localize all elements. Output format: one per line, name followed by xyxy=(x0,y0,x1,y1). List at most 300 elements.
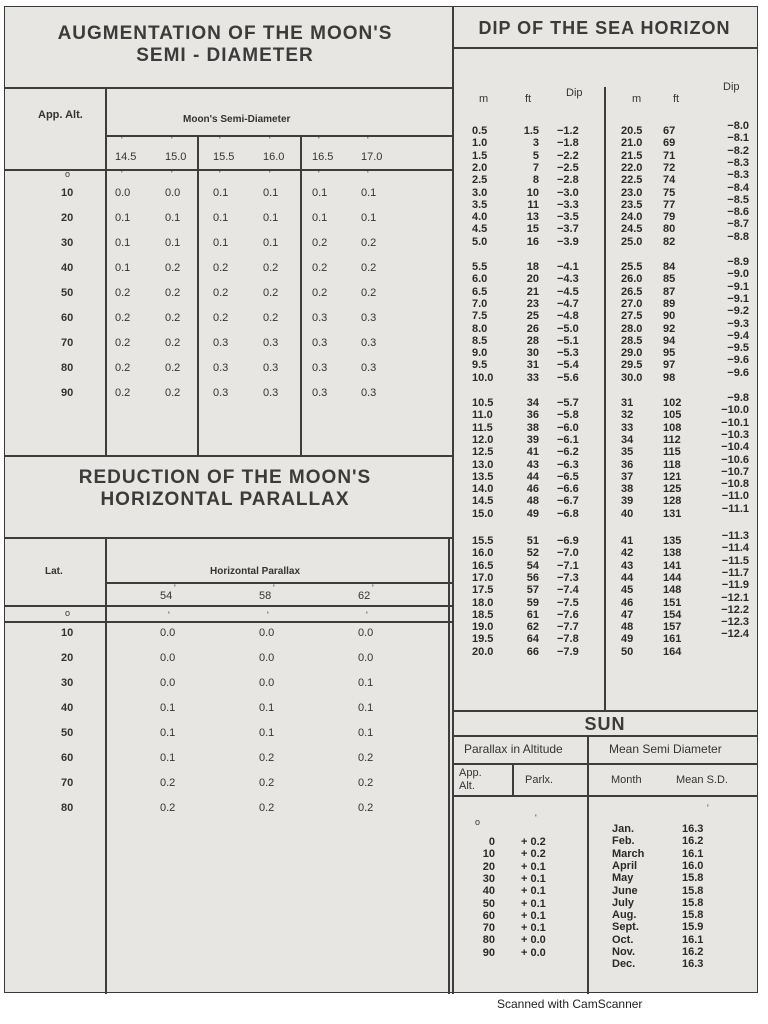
red-cell: 0.2 xyxy=(259,802,275,814)
dip-right-m: 46 xyxy=(621,596,634,609)
aug-cell: 0.1 xyxy=(361,212,377,224)
sun-parallax-alt: 90 xyxy=(482,946,495,959)
red-value-minute-mark: ' xyxy=(366,610,368,620)
red-cell: 0.1 xyxy=(358,727,374,739)
sun-degree-mark: o xyxy=(475,817,481,827)
scanner-watermark: Scanned with CamScanner xyxy=(497,997,643,1011)
dip-right-m: 25.0 xyxy=(621,235,643,248)
dip-right-dip: −9.6 xyxy=(727,366,749,379)
aug-cell: 0.2 xyxy=(165,387,181,399)
dip-left-dip: −6.6 xyxy=(557,483,579,496)
sun-mean-sd: 15.9 xyxy=(682,921,704,934)
aug-cell: 0.2 xyxy=(115,387,131,399)
aug-header-rule xyxy=(105,135,452,137)
dip-left-dip: −2.2 xyxy=(557,149,579,162)
dip-center-divider xyxy=(604,87,606,710)
dip-right-dip: −9.5 xyxy=(727,342,749,355)
dip-header-ft-left: ft xyxy=(525,93,532,105)
dip-left-dip: −5.8 xyxy=(557,409,579,422)
dip-right-dip: −9.0 xyxy=(727,268,749,281)
dip-right-ft: 89 xyxy=(663,297,676,310)
sun-parallax-alt: 40 xyxy=(482,885,495,898)
dip-right-ft: 135 xyxy=(663,535,682,547)
red-cell: 0.2 xyxy=(160,777,176,789)
dip-left-ft: 52 xyxy=(526,547,539,560)
dip-left-ft: 38 xyxy=(526,421,539,434)
sun-parallax-val: + 0.2 xyxy=(521,848,546,861)
aug-cell: 0.2 xyxy=(115,287,131,299)
red-row-lat: 40 xyxy=(61,702,74,714)
dip-right-m: 43 xyxy=(621,559,634,572)
red-col-minute-mark: ' xyxy=(273,583,275,593)
dip-left-ft: 59 xyxy=(526,596,539,609)
dip-right-m: 36 xyxy=(621,458,634,471)
dip-right-ft: 112 xyxy=(663,433,681,446)
dip-right-ft: 105 xyxy=(663,409,682,422)
dip-right-dip: −10.4 xyxy=(721,441,749,454)
aug-cell: 0.3 xyxy=(213,337,229,349)
dip-right-ft: 79 xyxy=(663,211,676,224)
dip-bottom-rule xyxy=(452,710,758,712)
sun-mean-sd: 15.8 xyxy=(682,884,704,897)
dip-right-ft: 72 xyxy=(663,161,676,174)
dip-right-ft: 69 xyxy=(663,137,676,150)
dip-right-dip: −11.9 xyxy=(721,579,749,592)
dip-left-ft: 62 xyxy=(526,621,539,634)
dip-right-ft: 138 xyxy=(663,547,682,560)
dip-left-m: 9.5 xyxy=(472,359,488,372)
aug-cell: 0.3 xyxy=(312,387,328,399)
red-cell: 0.1 xyxy=(160,702,176,714)
dip-left-ft: 49 xyxy=(526,507,539,520)
dip-left-m: 8.0 xyxy=(472,322,488,335)
dip-right-m: 34 xyxy=(621,433,634,446)
aug-cell: 0.2 xyxy=(361,287,377,299)
sun-parallax-alt: 0 xyxy=(488,836,495,848)
dip-left-m: 11.5 xyxy=(472,421,493,434)
sun-parallax-val: + 0.1 xyxy=(521,872,546,885)
aug-cell: 0.2 xyxy=(165,337,181,349)
dip-left-ft: 7 xyxy=(532,161,539,174)
dip-left-ft: 3 xyxy=(532,137,539,150)
dip-right-ft: 151 xyxy=(663,596,682,609)
red-degree-mark: o xyxy=(65,608,71,618)
aug-col-divider-3 xyxy=(300,135,302,455)
sun-parlx-label: Parlx. xyxy=(525,774,554,786)
red-value-minute-mark: ' xyxy=(267,610,269,620)
aug-cell: 0.1 xyxy=(263,237,279,249)
dip-right-dip: −8.5 xyxy=(727,193,749,206)
red-cell: 0.1 xyxy=(160,752,176,764)
sun-parallax-val: + 0.1 xyxy=(521,909,546,922)
sun-mean-sd: 16.2 xyxy=(682,835,704,848)
dip-right-dip: −9.2 xyxy=(727,305,749,318)
aug-cell: 0.3 xyxy=(263,387,279,399)
dip-left-dip: −3.9 xyxy=(557,235,579,248)
sun-month: Feb. xyxy=(612,835,635,848)
aug-cell: 0.2 xyxy=(361,262,377,274)
aug-cell: 0.2 xyxy=(263,262,279,274)
aug-row-alt: 30 xyxy=(61,237,74,249)
aug-cell: 0.3 xyxy=(213,362,229,374)
aug-cell: 0.1 xyxy=(312,212,328,224)
dip-left-m: 20.0 xyxy=(472,645,494,658)
aug-cell: 0.3 xyxy=(361,312,377,324)
dip-right-dip: −9.1 xyxy=(727,292,749,305)
dip-left-m: 0.5 xyxy=(472,125,488,137)
dip-left-dip: −4.5 xyxy=(557,285,579,298)
dip-left-ft: 28 xyxy=(526,334,539,347)
dip-left-ft: 46 xyxy=(526,483,539,496)
sun-mean-sd: 15.8 xyxy=(682,909,704,922)
sun-parallax-val: + 0.1 xyxy=(521,860,546,873)
aug-cell: 0.3 xyxy=(263,337,279,349)
dip-right-ft: 128 xyxy=(663,495,682,508)
dip-left-m: 6.0 xyxy=(472,273,488,286)
dip-right-m: 48 xyxy=(621,621,634,634)
dip-right-ft: 71 xyxy=(663,149,676,162)
dip-right-dip: −8.0 xyxy=(727,120,749,132)
dip-left-dip: −5.3 xyxy=(557,347,579,360)
dip-left-m: 6.5 xyxy=(472,285,488,298)
red-col-minute-mark: ' xyxy=(174,583,176,593)
red-col-header: 54 xyxy=(160,590,173,602)
dip-header-m-left: m xyxy=(479,93,489,105)
aug-cell: 0.1 xyxy=(115,237,131,249)
dip-right-m: 32 xyxy=(621,409,634,422)
dip-left-ft: 13 xyxy=(526,211,539,224)
dip-left-dip: −6.2 xyxy=(557,446,579,459)
red-cell: 0.0 xyxy=(259,652,275,664)
dip-left-ft: 33 xyxy=(526,371,539,384)
dip-right-m: 39 xyxy=(621,495,634,508)
dip-left-ft: 43 xyxy=(526,458,539,471)
dip-left-ft: 15 xyxy=(526,223,539,236)
aug-cell: 0.3 xyxy=(361,362,377,374)
sun-parallax-alt: 60 xyxy=(482,909,495,922)
dip-left-ft: 39 xyxy=(526,433,539,446)
dip-right-m: 40 xyxy=(621,507,634,520)
red-subheader-rule-2 xyxy=(5,621,452,623)
dip-right-m: 42 xyxy=(621,547,634,560)
aug-cell: 0.2 xyxy=(312,262,328,274)
red-cell: 0.1 xyxy=(358,677,374,689)
dip-right-dip: −8.6 xyxy=(727,206,749,219)
dip-left-dip: −7.0 xyxy=(557,547,579,560)
red-cell: 0.2 xyxy=(160,802,176,814)
red-cell: 0.0 xyxy=(358,652,374,664)
aug-cell: 0.2 xyxy=(165,362,181,374)
aug-col-minute-mark: ' xyxy=(367,135,369,145)
dip-left-dip: −1.8 xyxy=(557,137,579,150)
dip-right-ft: 157 xyxy=(663,621,682,634)
sun-mean-sd-header: Mean Semi Diameter xyxy=(609,742,722,756)
dip-left-ft: 8 xyxy=(532,174,539,187)
dip-left-m: 2.0 xyxy=(472,161,488,174)
aug-cell: 0.2 xyxy=(115,362,131,374)
aug-col-header: 15.0 xyxy=(165,151,187,163)
dip-left-dip: −7.9 xyxy=(557,645,579,658)
dip-left-dip: −5.0 xyxy=(557,322,579,335)
dip-left-ft: 66 xyxy=(526,645,539,658)
dip-right-ft: 154 xyxy=(663,608,682,621)
dip-right-dip: −8.4 xyxy=(727,181,749,194)
dip-left-m: 16.0 xyxy=(472,547,494,560)
aug-cell: 0.3 xyxy=(312,312,328,324)
red-col-minute-mark: ' xyxy=(372,583,374,593)
dip-right-m: 24.5 xyxy=(621,223,643,236)
aug-row-alt: 20 xyxy=(61,212,74,224)
aug-cell: 0.2 xyxy=(213,312,229,324)
sun-month: Nov. xyxy=(612,946,636,958)
red-title-line1: REDUCTION OF THE MOON'S xyxy=(78,467,372,488)
dip-left-dip: −5.6 xyxy=(557,371,579,384)
dip-left-dip: −3.0 xyxy=(557,186,579,199)
dip-left-dip: −6.3 xyxy=(557,458,579,471)
red-right-edge xyxy=(448,537,450,994)
dip-right-m: 31 xyxy=(621,397,634,409)
dip-right-dip: −8.8 xyxy=(727,230,749,243)
dip-left-dip: −3.7 xyxy=(557,223,579,236)
aug-cell: 0.2 xyxy=(213,287,229,299)
aug-cell: 0.2 xyxy=(263,312,279,324)
red-title-line2: HORIZONTAL PARALLAX xyxy=(100,489,350,510)
dip-right-ft: 84 xyxy=(663,261,676,273)
aug-cell: 0.2 xyxy=(361,237,377,249)
dip-right-ft: 94 xyxy=(663,334,676,347)
sun-month: Sept. xyxy=(612,921,639,934)
aug-row-alt: 90 xyxy=(61,387,74,399)
sun-month-label: Month xyxy=(611,774,642,786)
dip-right-dip: −9.3 xyxy=(727,317,749,330)
dip-right-dip: −9.8 xyxy=(727,392,749,404)
sun-mean-sd-label: Mean S.D. xyxy=(676,774,728,786)
dip-left-m: 9.0 xyxy=(472,347,488,360)
red-header-rule xyxy=(105,582,452,584)
dip-left-dip: −4.7 xyxy=(557,297,579,310)
dip-right-dip: −9.4 xyxy=(727,329,749,342)
dip-right-ft: 115 xyxy=(663,446,681,459)
dip-right-dip: −11.0 xyxy=(721,490,749,503)
dip-right-dip: −11.4 xyxy=(721,542,749,555)
aug-title xyxy=(15,23,435,67)
dip-left-dip: −4.1 xyxy=(557,261,579,273)
aug-title-line2: SEMI - DIAMETER xyxy=(136,45,314,66)
sun-parallax-alt: 10 xyxy=(482,848,495,861)
dip-left-ft: 16 xyxy=(526,235,539,248)
aug-cell: 0.1 xyxy=(263,212,279,224)
sun-parallax-val: + 0.1 xyxy=(521,897,546,910)
aug-col-header: 16.5 xyxy=(312,151,334,163)
dip-right-dip: −8.3 xyxy=(727,156,749,169)
dip-left-dip: −4.3 xyxy=(557,273,579,286)
dip-right-ft: 97 xyxy=(663,359,676,372)
dip-left-m: 15.5 xyxy=(472,535,494,547)
dip-left-ft: 44 xyxy=(526,470,539,483)
aug-cell: 0.3 xyxy=(361,337,377,349)
dip-right-ft: 95 xyxy=(663,347,676,360)
aug-cell: 0.1 xyxy=(263,187,279,199)
aug-row-alt: 60 xyxy=(61,312,74,324)
sun-mean-sd: 16.3 xyxy=(682,823,704,835)
dip-right-ft: 80 xyxy=(663,223,676,236)
dip-right-m: 38 xyxy=(621,483,634,496)
sun-mean-sd: 15.8 xyxy=(682,872,704,885)
aug-subheader-rule xyxy=(5,169,452,171)
red-hp-label: Horizontal Parallax xyxy=(210,566,301,577)
aug-cell: 0.2 xyxy=(312,237,328,249)
sun-month: April xyxy=(612,859,638,872)
dip-left-ft: 56 xyxy=(526,571,539,584)
dip-right-dip: −11.7 xyxy=(721,566,749,579)
dip-left-ft: 64 xyxy=(526,633,539,646)
aug-row-alt: 40 xyxy=(61,262,74,274)
sun-month: July xyxy=(612,896,635,909)
dip-right-ft: 161 xyxy=(663,633,682,646)
dip-left-dip: −6.1 xyxy=(557,433,579,446)
aug-row-alt: 80 xyxy=(61,362,74,374)
dip-right-dip: −12.1 xyxy=(721,591,749,604)
aug-value-minute-mark: ' xyxy=(318,169,320,179)
dip-right-ft: 141 xyxy=(663,559,682,572)
aug-cell: 0.1 xyxy=(213,237,229,249)
aug-title-rule xyxy=(5,87,452,89)
red-cell: 0.0 xyxy=(160,677,176,689)
dip-left-m: 18.5 xyxy=(472,608,494,621)
red-lat-label: Lat. xyxy=(45,566,63,577)
dip-right-ft: 131 xyxy=(663,507,682,520)
dip-left-ft: 5 xyxy=(532,149,539,162)
sun-title: SUN xyxy=(584,714,626,734)
dip-right-ft: 144 xyxy=(663,571,682,584)
dip-header-ft-right: ft xyxy=(673,93,680,105)
dip-left-dip: −6.7 xyxy=(557,495,579,508)
dip-right-m: 41 xyxy=(621,535,634,547)
sun-left-edge xyxy=(452,710,454,994)
dip-left-ft: 18 xyxy=(526,261,539,273)
dip-left-m: 3.0 xyxy=(472,186,488,199)
sun-sd-minute-mark: ' xyxy=(707,803,709,813)
aug-col-minute-mark: ' xyxy=(219,135,221,145)
dip-left-dip: −6.9 xyxy=(557,535,579,547)
dip-left-dip: −2.5 xyxy=(557,161,579,174)
dip-left-ft: 54 xyxy=(526,559,539,572)
dip-right-ft: 90 xyxy=(663,310,676,323)
dip-right-ft: 77 xyxy=(663,198,676,211)
dip-left-m: 1.5 xyxy=(472,149,488,162)
aug-cell: 0.2 xyxy=(312,287,328,299)
red-col-header: 58 xyxy=(259,590,272,602)
aug-col-minute-mark: ' xyxy=(318,135,320,145)
red-cell: 0.0 xyxy=(259,627,275,639)
red-cell: 0.1 xyxy=(259,727,275,739)
aug-col-minute-mark: ' xyxy=(269,135,271,145)
sun-month: May xyxy=(612,872,634,885)
dip-left-m: 12.5 xyxy=(472,446,494,459)
sun-header-rule xyxy=(452,763,758,765)
dip-right-ft: 164 xyxy=(663,645,682,658)
dip-left-m: 13.5 xyxy=(472,470,494,483)
aug-cell: 0.3 xyxy=(312,337,328,349)
aug-row-alt: 50 xyxy=(61,287,74,299)
red-cell: 0.2 xyxy=(358,752,374,764)
dip-right-dip: −11.5 xyxy=(721,554,749,567)
aug-col-header: 15.5 xyxy=(213,151,235,163)
red-subheader-rule xyxy=(5,605,452,607)
dip-left-dip: −7.6 xyxy=(557,608,579,621)
dip-right-m: 23.5 xyxy=(621,198,643,211)
dip-left-ft: 61 xyxy=(526,608,539,621)
dip-left-ft: 11 xyxy=(527,198,539,211)
dip-left-m: 12.0 xyxy=(472,433,494,446)
red-row-lat: 20 xyxy=(61,652,74,664)
dip-left-ft: 48 xyxy=(526,495,539,508)
dip-right-m: 44 xyxy=(621,571,634,584)
sun-parallax-val: + 0.2 xyxy=(521,836,546,848)
aug-cell: 0.0 xyxy=(115,187,131,199)
dip-left-ft: 57 xyxy=(526,584,539,597)
red-cell: 0.0 xyxy=(259,677,275,689)
dip-left-m: 19.5 xyxy=(472,633,494,646)
dip-left-ft: 34 xyxy=(526,397,539,409)
red-cell: 0.2 xyxy=(259,777,275,789)
dip-right-ft: 82 xyxy=(663,235,676,248)
dip-right-ft: 87 xyxy=(663,285,676,298)
sun-parallax-header: Parallax in Altitude xyxy=(464,742,563,756)
aug-col-minute-mark: ' xyxy=(171,135,173,145)
dip-left-dip: −7.3 xyxy=(557,571,579,584)
dip-title-rule xyxy=(452,47,758,49)
dip-right-ft: 121 xyxy=(663,470,682,483)
dip-right-dip: −10.7 xyxy=(721,465,749,478)
red-top-rule xyxy=(5,537,452,539)
aug-cell: 0.1 xyxy=(115,262,131,274)
dip-right-dip: −10.1 xyxy=(721,416,749,429)
aug-cell: 0.3 xyxy=(312,362,328,374)
dip-right-m: 30.0 xyxy=(621,371,643,384)
dip-right-m: 23.0 xyxy=(621,186,643,199)
dip-right-dip: −9.1 xyxy=(727,280,749,293)
dip-right-m: 26.5 xyxy=(621,285,643,298)
dip-left-dip: −6.5 xyxy=(557,470,579,483)
sun-subheader-rule xyxy=(452,795,758,797)
sun-parallax-alt: 50 xyxy=(482,897,495,910)
dip-header-m-right: m xyxy=(632,93,642,105)
dip-left-dip: −5.1 xyxy=(557,334,579,347)
red-cell: 0.2 xyxy=(259,752,275,764)
dip-right-dip: −10.3 xyxy=(721,428,749,441)
sun-parallax-val: + 0.0 xyxy=(521,934,546,947)
dip-right-m: 45 xyxy=(621,584,634,597)
aug-cell: 0.2 xyxy=(115,312,131,324)
aug-cell: 0.0 xyxy=(165,187,181,199)
dip-left-m: 17.0 xyxy=(472,571,494,584)
dip-right-ft: 148 xyxy=(663,584,682,597)
dip-left-dip: −7.1 xyxy=(557,559,579,572)
aug-cell: 0.3 xyxy=(361,387,377,399)
dip-left-m: 4.5 xyxy=(472,223,488,236)
dip-left-m: 2.5 xyxy=(472,174,488,187)
dip-right-dip: −8.9 xyxy=(727,256,749,268)
red-row-lat: 50 xyxy=(61,727,74,739)
aug-col-divider-2 xyxy=(197,135,199,455)
dip-right-m: 22.0 xyxy=(621,161,643,174)
red-cell: 0.1 xyxy=(259,702,275,714)
sun-month: Dec. xyxy=(612,958,636,971)
sun-parallax-val: + 0.1 xyxy=(521,885,546,898)
dip-right-m: 26.0 xyxy=(621,273,643,286)
dip-left-ft: 10 xyxy=(526,186,539,199)
